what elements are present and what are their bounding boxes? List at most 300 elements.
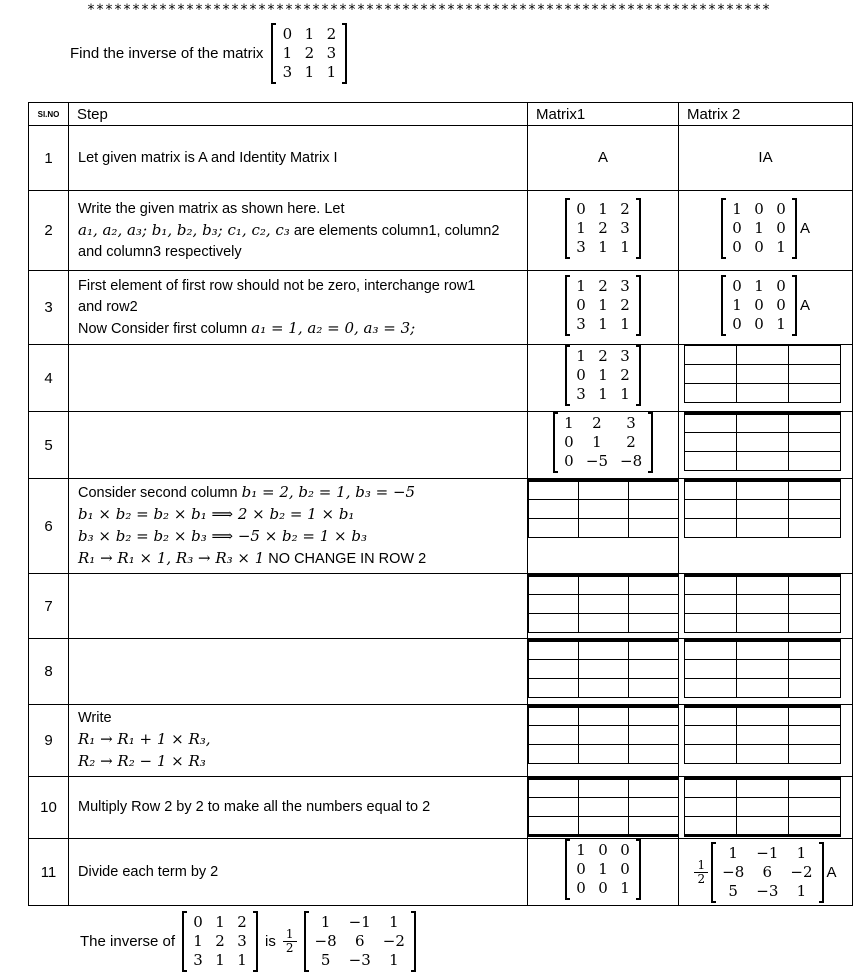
matrix-cell: 0 xyxy=(193,913,203,931)
answer-grid xyxy=(528,705,679,764)
matrix-cell: 0 xyxy=(776,295,786,314)
grid-cell xyxy=(629,660,679,679)
grid-cell xyxy=(737,595,789,614)
grid-cell xyxy=(789,414,841,433)
grid-cell xyxy=(737,707,789,726)
matrix-cell: 2 xyxy=(598,347,608,365)
column-header-matrix1: Matrix1 xyxy=(528,103,679,126)
grid-cell xyxy=(685,452,737,471)
matrix-cell: 0 xyxy=(754,295,764,314)
matrix-cell: 0 xyxy=(732,218,742,237)
step-line xyxy=(78,199,518,220)
matrix-cell: 3 xyxy=(626,414,636,432)
grid-cell xyxy=(529,576,579,595)
step-math: R₁ → R₁ + 1 × R₃, xyxy=(78,730,211,748)
matrix-cell: 2 xyxy=(598,218,608,237)
matrix-cell: 1 xyxy=(598,237,608,256)
step-cell xyxy=(69,639,528,705)
grid-cell xyxy=(579,779,629,798)
grid-cell xyxy=(737,614,789,633)
grid-cell xyxy=(529,779,579,798)
matrix-cell: −3 xyxy=(348,951,371,969)
table-row xyxy=(29,345,853,412)
matrix1 xyxy=(565,198,641,259)
grid-cell xyxy=(737,433,789,452)
step-text: are elements column1, column2 xyxy=(289,222,500,239)
table-row xyxy=(29,191,853,271)
matrix-cell: 0 xyxy=(576,199,586,218)
grid-cell xyxy=(685,414,737,433)
grid-cell xyxy=(737,641,789,660)
grid-cell xyxy=(737,817,789,836)
step-line xyxy=(78,751,518,773)
matrix-cell: 1 xyxy=(598,860,608,878)
matrix1 xyxy=(565,345,641,406)
step-math: R₂ → R₂ − 1 × R₃ xyxy=(78,752,206,770)
grid-cell xyxy=(579,500,629,519)
matrix-cell: 2 xyxy=(620,295,630,314)
bracket-right xyxy=(636,198,641,259)
conclusion-mid-text: is xyxy=(265,933,276,950)
step-text: Now Consider first column xyxy=(78,320,252,337)
grid-cell xyxy=(579,595,629,614)
matrix-cell: 3 xyxy=(237,932,247,950)
bracket-right xyxy=(342,23,347,84)
conclusion-text: The inverse of xyxy=(80,933,176,950)
bracket-right xyxy=(636,839,641,900)
grid-cell xyxy=(737,481,789,500)
matrix-cell: 1 xyxy=(732,199,742,218)
table-row xyxy=(29,479,853,574)
grid-cell xyxy=(529,798,579,817)
grid-cell xyxy=(737,726,789,745)
step-line xyxy=(78,482,518,504)
grid-cell xyxy=(629,595,679,614)
step-text: Let given matrix is A and Identity Matrix I xyxy=(78,149,338,166)
matrix1 xyxy=(553,412,653,473)
grid-cell xyxy=(789,798,841,817)
matrix-cell: 1 xyxy=(215,913,225,931)
grid-cell xyxy=(789,614,841,633)
grid-cell xyxy=(685,519,737,538)
grid-cell xyxy=(789,519,841,538)
matrix1 xyxy=(565,839,641,900)
grid-cell xyxy=(685,817,737,836)
grid-cell xyxy=(789,433,841,452)
matrix-cell: −2 xyxy=(790,862,813,881)
column-header-slno: SI.NO xyxy=(29,103,69,126)
matrix-cell: 3 xyxy=(326,43,337,62)
grid-cell xyxy=(789,346,841,365)
matrix-cell: −1 xyxy=(348,913,371,931)
grid-cell xyxy=(529,660,579,679)
row-number: 6 xyxy=(29,479,69,574)
grid-cell xyxy=(737,798,789,817)
step-cell xyxy=(69,126,528,191)
matrix-cell: 0 xyxy=(732,237,742,256)
matrix-cell: 2 xyxy=(626,433,636,451)
matrix-cell: 1 xyxy=(282,43,293,62)
matrix-cell: −2 xyxy=(382,932,405,950)
matrix-cell: 1 xyxy=(564,414,574,432)
matrix2-suffix: A xyxy=(799,219,810,237)
step-line xyxy=(78,729,518,751)
matrix-cell: 1 xyxy=(776,314,786,333)
step-line xyxy=(78,148,518,169)
matrix-cell: 0 xyxy=(576,295,586,314)
grid-cell xyxy=(629,726,679,745)
grid-cell xyxy=(737,384,789,403)
problem-text: Find the inverse of the matrix xyxy=(70,44,264,62)
matrix-cell: 1 xyxy=(592,433,602,451)
step-line xyxy=(78,797,518,818)
matrix1 xyxy=(565,275,641,336)
grid-cell xyxy=(529,817,579,836)
matrix-cell: −5 xyxy=(585,452,608,470)
table-row xyxy=(29,574,853,639)
step-text: Multiply Row 2 by 2 to make all the numbers equal to 2 xyxy=(78,799,431,815)
matrix-cell: 2 xyxy=(237,913,247,931)
grid-cell xyxy=(737,365,789,384)
grid-cell xyxy=(685,576,737,595)
matrix-cell: 1 xyxy=(576,347,586,365)
grid-cell xyxy=(737,745,789,764)
answer-grid xyxy=(528,639,679,698)
answer-grid xyxy=(684,639,841,698)
grid-cell xyxy=(789,481,841,500)
table-row xyxy=(29,777,853,839)
grid-cell xyxy=(629,707,679,726)
grid-cell xyxy=(579,726,629,745)
grid-cell xyxy=(529,519,579,538)
step-cell xyxy=(69,191,528,271)
grid-cell xyxy=(685,500,737,519)
answer-grid xyxy=(528,574,679,633)
grid-cell xyxy=(579,660,629,679)
matrix-cell: 1 xyxy=(620,879,630,897)
given-matrix xyxy=(271,23,347,84)
grid-cell xyxy=(629,519,679,538)
matrix-cell: 1 xyxy=(598,385,608,403)
grid-cell xyxy=(579,817,629,836)
step-cell xyxy=(69,271,528,345)
matrix-cell: 2 xyxy=(304,43,315,62)
column-header-matrix2: Matrix 2 xyxy=(679,103,853,126)
answer-grid xyxy=(528,777,679,837)
matrix-cell: 0 xyxy=(754,199,764,218)
matrix-cell: 3 xyxy=(282,62,293,81)
grid-cell xyxy=(737,679,789,698)
row-number: 3 xyxy=(29,271,69,345)
step-math: b₃ × b₂ = b₂ × b₃ ⟹ −5 × b₂ = 1 × b₃ xyxy=(78,527,368,545)
row-number: 7 xyxy=(29,574,69,639)
matrix-cell: 0 xyxy=(564,452,574,470)
grid-cell xyxy=(579,707,629,726)
matrix-cell: 1 xyxy=(776,237,786,256)
grid-cell xyxy=(685,679,737,698)
grid-cell xyxy=(737,452,789,471)
step-line xyxy=(78,276,518,297)
table-row xyxy=(29,705,853,777)
matrix-cell: 1 xyxy=(389,913,399,931)
fraction-one-half: $\frac{1}{2}$ xyxy=(283,928,297,955)
matrix2-label: IA xyxy=(758,149,773,166)
grid-cell xyxy=(629,500,679,519)
conclusion-inverse-matrix xyxy=(304,911,416,972)
matrix-cell: 0 xyxy=(598,841,608,859)
matrix-cell: 2 xyxy=(620,199,630,218)
conclusion-statement xyxy=(80,911,859,972)
grid-cell xyxy=(629,481,679,500)
matrix-cell: 1 xyxy=(728,843,738,862)
step-line xyxy=(78,862,518,883)
grid-cell xyxy=(579,576,629,595)
matrix-cell: 3 xyxy=(620,347,630,365)
matrix-cell: −3 xyxy=(756,881,779,900)
step-cell xyxy=(69,705,528,777)
matrix2 xyxy=(721,198,797,259)
matrix-cell: 5 xyxy=(728,881,738,900)
grid-cell xyxy=(789,745,841,764)
grid-cell xyxy=(629,641,679,660)
row-number: 4 xyxy=(29,345,69,412)
grid-cell xyxy=(685,726,737,745)
grid-cell xyxy=(685,365,737,384)
step-text: NO CHANGE IN ROW 2 xyxy=(264,551,427,567)
matrix-cell: 3 xyxy=(620,276,630,295)
answer-grid xyxy=(684,345,841,403)
grid-cell xyxy=(685,595,737,614)
matrix-cell: 5 xyxy=(320,951,331,969)
matrix-cell: 0 xyxy=(732,314,742,333)
grid-cell xyxy=(529,707,579,726)
grid-cell xyxy=(685,798,737,817)
row-number: 1 xyxy=(29,126,69,191)
matrix-cell: 3 xyxy=(576,314,586,333)
answer-grid xyxy=(528,479,679,538)
matrix-cell: 0 xyxy=(732,276,742,295)
bracket-right xyxy=(792,198,797,259)
step-math: b₁ = 2, b₂ = 1, b₃ = −5 xyxy=(241,483,416,501)
grid-cell xyxy=(685,660,737,679)
grid-cell xyxy=(529,726,579,745)
matrix-cell: 0 xyxy=(576,879,586,897)
matrix-cell: 1 xyxy=(304,62,315,81)
step-text: Divide each term by 2 xyxy=(78,863,219,880)
grid-cell xyxy=(685,481,737,500)
matrix-cell: 3 xyxy=(576,237,586,256)
matrix-cell: 3 xyxy=(576,385,586,403)
step-cell xyxy=(69,839,528,906)
matrix-cell: −8 xyxy=(314,932,337,950)
matrix-cell: 1 xyxy=(598,366,608,384)
bracket-right xyxy=(636,345,641,406)
grid-cell xyxy=(685,779,737,798)
matrix-cell: 1 xyxy=(796,881,807,900)
step-math: b₁ × b₂ = b₂ × b₁ ⟹ 2 × b₂ = 1 × b₁ xyxy=(78,505,355,523)
grid-cell xyxy=(685,433,737,452)
grid-cell xyxy=(629,576,679,595)
grid-cell xyxy=(737,414,789,433)
problem-statement xyxy=(70,20,859,86)
step-text: Write xyxy=(78,710,112,726)
grid-cell xyxy=(789,707,841,726)
bracket-right xyxy=(411,911,416,972)
matrix-cell: 1 xyxy=(389,951,399,969)
grid-cell xyxy=(685,384,737,403)
grid-cell xyxy=(737,519,789,538)
matrix-cell: 1 xyxy=(598,314,608,333)
matrix-cell: 1 xyxy=(215,951,225,969)
matrix-cell: 1 xyxy=(598,295,608,314)
answer-grid xyxy=(684,705,841,764)
grid-cell xyxy=(737,779,789,798)
grid-cell xyxy=(737,576,789,595)
step-math: a₁, a₂, a₃; b₁, b₂, b₃; c₁, c₂, c₃ xyxy=(78,220,290,239)
step-line xyxy=(78,242,518,263)
row-number: 10 xyxy=(29,777,69,839)
answer-grid xyxy=(684,574,841,633)
conclusion-given-matrix xyxy=(182,911,258,972)
grid-cell xyxy=(579,481,629,500)
matrix-cell: 0 xyxy=(576,366,586,384)
grid-cell xyxy=(789,817,841,836)
bracket-right xyxy=(253,911,258,972)
matrix-cell: 0 xyxy=(598,879,608,897)
matrix-cell: 1 xyxy=(796,843,807,862)
grid-cell xyxy=(789,726,841,745)
grid-cell xyxy=(629,679,679,698)
grid-cell xyxy=(789,779,841,798)
matrix-cell: 0 xyxy=(776,276,786,295)
bracket-right xyxy=(792,275,797,336)
grid-cell xyxy=(789,500,841,519)
matrix-cell: 1 xyxy=(754,218,764,237)
matrix-cell: 3 xyxy=(620,218,630,237)
matrix-cell: 2 xyxy=(620,366,630,384)
matrix-cell: 1 xyxy=(576,841,586,859)
grid-cell xyxy=(685,641,737,660)
row-number: 2 xyxy=(29,191,69,271)
matrix2 xyxy=(721,275,797,336)
step-math: R₁ → R₁ × 1, R₃ → R₃ × 1 xyxy=(78,549,265,567)
grid-cell xyxy=(629,798,679,817)
matrix-cell: 6 xyxy=(354,932,365,950)
grid-cell xyxy=(579,614,629,633)
fraction-one-half: $\frac{1}{2}$ xyxy=(694,859,708,886)
step-cell xyxy=(69,345,528,412)
step-cell xyxy=(69,412,528,479)
grid-cell xyxy=(737,660,789,679)
matrix-cell: −8 xyxy=(722,862,745,881)
matrix-cell: 1 xyxy=(320,913,331,931)
grid-cell xyxy=(629,817,679,836)
matrix-cell: 0 xyxy=(754,314,764,333)
step-line xyxy=(78,220,518,242)
grid-cell xyxy=(789,641,841,660)
step-cell xyxy=(69,479,528,574)
step-text: First element of first row should not be zero, interchange row1 xyxy=(78,277,476,294)
grid-cell xyxy=(789,576,841,595)
matrix-cell: 1 xyxy=(576,276,586,295)
matrix-cell: 2 xyxy=(598,276,608,295)
matrix-cell: 1 xyxy=(304,24,315,43)
matrix-cell: 1 xyxy=(237,951,247,969)
step-line xyxy=(78,526,518,548)
table-row xyxy=(29,271,853,345)
matrix-cell: 0 xyxy=(754,237,764,256)
matrix-cell: 1 xyxy=(620,237,630,256)
matrix-cell: 6 xyxy=(762,862,773,881)
grid-cell xyxy=(789,679,841,698)
step-math: a₁ = 1, a₂ = 0, a₃ = 3; xyxy=(251,318,416,337)
matrix-cell: 0 xyxy=(776,199,786,218)
grid-cell xyxy=(629,745,679,764)
step-text: and row2 xyxy=(78,298,138,315)
matrix-cell: 0 xyxy=(620,841,630,859)
matrix-cell: −1 xyxy=(756,843,779,862)
table-row xyxy=(29,639,853,705)
table-row xyxy=(29,412,853,479)
matrix-cell: 2 xyxy=(592,414,602,432)
grid-cell xyxy=(579,519,629,538)
grid-cell xyxy=(685,346,737,365)
step-line xyxy=(78,297,518,318)
grid-cell xyxy=(579,745,629,764)
grid-cell xyxy=(529,500,579,519)
matrix-cell: −8 xyxy=(620,452,643,470)
grid-cell xyxy=(629,614,679,633)
answer-grid xyxy=(684,777,841,837)
row-number: 11 xyxy=(29,839,69,906)
matrix-cell: 0 xyxy=(564,433,574,451)
bracket-right xyxy=(648,412,653,473)
row-number: 5 xyxy=(29,412,69,479)
grid-cell xyxy=(579,798,629,817)
grid-cell xyxy=(529,641,579,660)
bracket-right xyxy=(636,275,641,336)
grid-cell xyxy=(529,481,579,500)
grid-cell xyxy=(529,745,579,764)
matrix-cell: 0 xyxy=(576,860,586,878)
matrix-cell: 0 xyxy=(620,860,630,878)
step-line xyxy=(78,708,518,729)
answer-grid xyxy=(684,412,841,471)
matrix-cell: 1 xyxy=(326,62,337,81)
matrix-cell: 1 xyxy=(732,295,742,314)
column-header-step: Step xyxy=(69,103,528,126)
grid-cell xyxy=(529,595,579,614)
grid-cell xyxy=(789,384,841,403)
matrix-cell: 1 xyxy=(193,932,203,950)
step-text: Write the given matrix as shown here. Let xyxy=(78,200,345,217)
matrix-cell: 2 xyxy=(326,24,337,43)
step-line xyxy=(78,504,518,526)
matrix-cell: 0 xyxy=(282,24,293,43)
matrix2-suffix: A xyxy=(799,296,810,314)
answer-grid xyxy=(684,479,841,538)
step-cell xyxy=(69,574,528,639)
grid-cell xyxy=(529,679,579,698)
bracket-right xyxy=(819,842,824,903)
step-text: Consider second column xyxy=(78,485,242,501)
grid-cell xyxy=(685,614,737,633)
grid-cell xyxy=(685,707,737,726)
step-line xyxy=(78,318,518,340)
step-line xyxy=(78,548,518,570)
matrix-cell: 2 xyxy=(215,932,225,950)
table-row xyxy=(29,126,853,191)
